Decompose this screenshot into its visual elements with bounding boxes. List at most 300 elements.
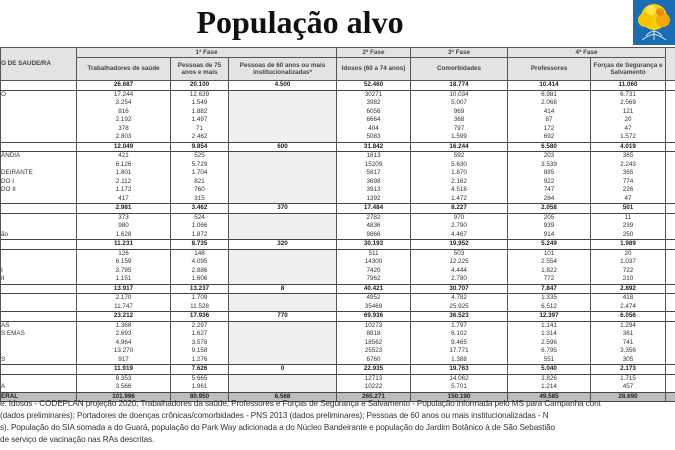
table-row: [1, 347, 675, 356]
table-row: [1, 275, 675, 284]
cell-75-plus: 13.237: [171, 284, 229, 294]
cell-60-institutionalized: [229, 161, 337, 170]
cell-teachers: 172: [508, 125, 591, 134]
cell-comorbidities: 1.388: [411, 356, 508, 365]
region-label: [1, 133, 77, 142]
cell-teachers: 5.249: [508, 240, 591, 250]
region-label: [1, 249, 77, 258]
cell-health-workers: 12.049: [77, 142, 171, 152]
cell-health-workers: 417: [77, 195, 171, 204]
table-row: [1, 330, 675, 339]
cell-60-institutionalized: [229, 125, 337, 134]
cell-teachers: 1.335: [508, 294, 591, 303]
cell-60-institutionalized: 4.500: [229, 81, 337, 91]
cell-elderly-60-74: 4952: [337, 294, 411, 303]
cell-health-workers: 101.996: [77, 392, 171, 402]
cell-60-institutionalized: [229, 99, 337, 108]
cell-teachers: 1.141: [508, 321, 591, 330]
cell-comorbidities: 5.630: [411, 161, 508, 170]
cell-security-forces: 305: [591, 356, 666, 365]
cell-security-forces: 1.037: [591, 258, 666, 267]
cell-security-forces: 2.892: [591, 284, 666, 294]
table-row: [1, 383, 675, 392]
cell-health-workers: 816: [77, 108, 171, 117]
extra-cell: [666, 258, 675, 267]
cell-75-plus: 9.158: [171, 347, 229, 356]
region-label: [1, 294, 77, 303]
cell-75-plus: 4.095: [171, 258, 229, 267]
cell-health-workers: 2.170: [77, 294, 171, 303]
cell-elderly-60-74: 6760: [337, 356, 411, 365]
cell-security-forces: 501: [591, 204, 666, 214]
extra-cell: [666, 204, 675, 214]
cell-60-institutionalized: [229, 169, 337, 178]
cell-security-forces: 6.731: [591, 90, 666, 99]
cell-teachers: 747: [508, 186, 591, 195]
cell-teachers: 87: [508, 116, 591, 125]
table-row: [1, 152, 675, 161]
cell-security-forces: 226: [591, 186, 666, 195]
extra-cell: [666, 312, 675, 322]
cell-elderly-60-74: 17.484: [337, 204, 411, 214]
extra-cell: [666, 186, 675, 195]
table-row: [1, 90, 675, 99]
cell-elderly-60-74: 18562: [337, 339, 411, 348]
cell-75-plus: 821: [171, 178, 229, 187]
cell-75-plus: 71: [171, 125, 229, 134]
cell-health-workers: 2.803: [77, 133, 171, 142]
cell-comorbidities: 368: [411, 116, 508, 125]
table-row: [1, 339, 675, 348]
cell-security-forces: 361: [591, 330, 666, 339]
extra-cell: [666, 169, 675, 178]
cell-comorbidities: 19.952: [411, 240, 508, 250]
cell-75-plus: 9.854: [171, 142, 229, 152]
cell-60-institutionalized: 6.568: [229, 392, 337, 402]
cell-comorbidities: 30.707: [411, 284, 508, 294]
cell-60-institutionalized: [229, 330, 337, 339]
extra-cell: [666, 231, 675, 240]
region-label: [1, 125, 77, 134]
table-row: [1, 294, 675, 303]
phase1-header: 1ª Fase: [77, 48, 337, 58]
cell-elderly-60-74: 15209: [337, 161, 411, 170]
table-row: [1, 303, 675, 312]
region-label: [1, 284, 77, 294]
cell-elderly-60-74: 3913: [337, 186, 411, 195]
region-label: [1, 213, 77, 222]
cell-health-workers: 6.159: [77, 258, 171, 267]
cell-comorbidities: 503: [411, 249, 508, 258]
cell-comorbidities: 1.472: [411, 195, 508, 204]
region-label: [1, 374, 77, 383]
cell-60-institutionalized: [229, 116, 337, 125]
cell-teachers: 885: [508, 169, 591, 178]
extra-cell: [666, 195, 675, 204]
cell-teachers: 10.414: [508, 81, 591, 91]
cell-comorbidities: 2.162: [411, 178, 508, 187]
region-label: [1, 258, 77, 267]
cell-60-institutionalized: [229, 374, 337, 383]
region-label: [1, 240, 77, 250]
cell-60-institutionalized: [229, 231, 337, 240]
table-row: [1, 116, 675, 125]
col-60-institutionalized: Pessoas de 60 anos ou mais institucionalizadas*: [229, 58, 337, 81]
cell-comorbidities: 19.763: [411, 365, 508, 375]
table-row: [1, 231, 675, 240]
extra-cell: [666, 125, 675, 134]
cell-security-forces: 3.356: [591, 347, 666, 356]
cell-teachers: 284: [508, 195, 591, 204]
extra-cell: [666, 356, 675, 365]
cell-security-forces: 6.056: [591, 312, 666, 322]
cell-health-workers: 4.964: [77, 339, 171, 348]
cell-comorbidities: 970: [411, 213, 508, 222]
cell-comorbidities: 9.465: [411, 339, 508, 348]
cell-60-institutionalized: [229, 222, 337, 231]
cell-elderly-60-74: 265.271: [337, 392, 411, 402]
cell-teachers: 922: [508, 178, 591, 187]
extra-cell: [666, 365, 675, 375]
cell-teachers: 2.554: [508, 258, 591, 267]
cell-comorbidities: 969: [411, 108, 508, 117]
cell-health-workers: 1.172: [77, 186, 171, 195]
cell-health-workers: 2.693: [77, 330, 171, 339]
cell-75-plus: 3.578: [171, 339, 229, 348]
cell-elderly-60-74: 25523: [337, 347, 411, 356]
cell-75-plus: 7.626: [171, 365, 229, 375]
cell-elderly-60-74: 4836: [337, 222, 411, 231]
cell-health-workers: 3.566: [77, 383, 171, 392]
cell-security-forces: 365: [591, 169, 666, 178]
extra-cell: [666, 267, 675, 276]
extra-cell: [666, 213, 675, 222]
cell-75-plus: 8.735: [171, 240, 229, 250]
cell-security-forces: 418: [591, 294, 666, 303]
cell-health-workers: 3.254: [77, 99, 171, 108]
table-row: [1, 161, 675, 170]
cell-security-forces: 2.569: [591, 99, 666, 108]
region-label: [1, 312, 77, 322]
cell-elderly-60-74: 10273: [337, 321, 411, 330]
cell-health-workers: 1.628: [77, 231, 171, 240]
cell-health-workers: 378: [77, 125, 171, 134]
cell-security-forces: 2.173: [591, 365, 666, 375]
cell-comorbidities: 4.518: [411, 186, 508, 195]
region-label: DEIRANTE: [1, 169, 77, 178]
cell-comorbidities: 592: [411, 152, 508, 161]
phase4-header: 4ª Fase: [508, 48, 666, 58]
region-label: [1, 81, 77, 91]
table-row: [1, 186, 675, 195]
cell-health-workers: 6.126: [77, 161, 171, 170]
cell-60-institutionalized: 8: [229, 284, 337, 294]
cell-75-plus: 524: [171, 213, 229, 222]
footnote: [0, 398, 675, 446]
extra-cell: [666, 249, 675, 258]
col-health-workers: Trabalhadores de saúde: [77, 58, 171, 81]
extra-cell: [666, 374, 675, 383]
cell-60-institutionalized: 320: [229, 240, 337, 250]
extra-cell: [666, 161, 675, 170]
cell-75-plus: 1.606: [171, 275, 229, 284]
cell-comorbidities: 2.790: [411, 222, 508, 231]
cell-elderly-60-74: 40.421: [337, 284, 411, 294]
cell-health-workers: 1.801: [77, 169, 171, 178]
table-row: [1, 267, 675, 276]
extra-cell: [666, 240, 675, 250]
footnote-line: e: Idosos - CODEPLAN projeção 2020; Trabalhadores da saúde, Professores e Forças de Segurança e Salvamento - População informada pelo MS para Campanha cont: [0, 399, 601, 408]
cell-teachers: 2.596: [508, 339, 591, 348]
cell-security-forces: 210: [591, 275, 666, 284]
cell-60-institutionalized: 600: [229, 142, 337, 152]
cell-health-workers: 13.917: [77, 284, 171, 294]
cell-elderly-60-74: 7420: [337, 267, 411, 276]
cell-75-plus: 80.950: [171, 392, 229, 402]
extra-header: [666, 48, 675, 81]
cell-elderly-60-74: 7962: [337, 275, 411, 284]
cell-elderly-60-74: 511: [337, 249, 411, 258]
region-label: [1, 303, 77, 312]
cell-elderly-60-74: 1813: [337, 152, 411, 161]
table-row: [1, 249, 675, 258]
cell-security-forces: 365: [591, 152, 666, 161]
cell-60-institutionalized: 0: [229, 365, 337, 375]
extra-cell: [666, 99, 675, 108]
cell-60-institutionalized: [229, 275, 337, 284]
cell-75-plus: 525: [171, 152, 229, 161]
extra-cell: [666, 142, 675, 152]
table-row: [1, 178, 675, 187]
cell-comorbidities: 1.797: [411, 321, 508, 330]
cell-teachers: 1.822: [508, 267, 591, 276]
cell-75-plus: 1.276: [171, 356, 229, 365]
phase3-header: 3ª Fase: [411, 48, 508, 58]
cell-teachers: 203: [508, 152, 591, 161]
extra-cell: [666, 133, 675, 142]
cell-security-forces: 20: [591, 249, 666, 258]
cell-teachers: 12.397: [508, 312, 591, 322]
region-label: A: [1, 383, 77, 392]
table-row: [1, 222, 675, 231]
cell-75-plus: 3.462: [171, 204, 229, 214]
cell-60-institutionalized: [229, 178, 337, 187]
cell-60-institutionalized: 770: [229, 312, 337, 322]
cell-elderly-60-74: 404: [337, 125, 411, 134]
table-row: [1, 99, 675, 108]
table-row: [1, 133, 675, 142]
cell-60-institutionalized: [229, 195, 337, 204]
table-row: [1, 213, 675, 222]
cell-75-plus: 2.462: [171, 133, 229, 142]
page-title: População alvo: [196, 4, 404, 40]
cell-75-plus: 1.627: [171, 330, 229, 339]
subtotal-row: [1, 312, 675, 322]
region-label: [1, 99, 77, 108]
subtotal-row: [1, 142, 675, 152]
cell-elderly-60-74: 35469: [337, 303, 411, 312]
cell-health-workers: 2.112: [77, 178, 171, 187]
cell-comorbidities: 18.774: [411, 81, 508, 91]
cell-comorbidities: 17.771: [411, 347, 508, 356]
cell-comorbidities: 797: [411, 125, 508, 134]
table-row: [1, 356, 675, 365]
cell-75-plus: 1.882: [171, 108, 229, 117]
cell-75-plus: 1.549: [171, 99, 229, 108]
cell-comorbidities: 1.870: [411, 169, 508, 178]
cell-comorbidities: 36.523: [411, 312, 508, 322]
cell-comorbidities: 4.444: [411, 267, 508, 276]
region-label: [1, 222, 77, 231]
cell-health-workers: 373: [77, 213, 171, 222]
cell-comorbidities: 8.227: [411, 204, 508, 214]
region-label: S: [1, 356, 77, 365]
cell-security-forces: 28.690: [591, 392, 666, 402]
cell-elderly-60-74: 2782: [337, 213, 411, 222]
cell-security-forces: 11.060: [591, 81, 666, 91]
extra-cell: [666, 81, 675, 91]
region-label: [1, 339, 77, 348]
cell-75-plus: 1.497: [171, 116, 229, 125]
footnote-line: s). População do SIA somada a do Guará, população do Park Way adicionada a do Núcleo Bandeirante e população do Jardim Botânico à de São Sebastião: [0, 423, 555, 432]
table-row: [1, 195, 675, 204]
cell-teachers: 101: [508, 249, 591, 258]
cell-elderly-60-74: 22.935: [337, 365, 411, 375]
cell-teachers: 6.981: [508, 90, 591, 99]
extra-cell: [666, 284, 675, 294]
extra-cell: [666, 339, 675, 348]
cell-security-forces: 1.715: [591, 374, 666, 383]
target-population-table: [0, 47, 675, 402]
region-label: ÂNDIA: [1, 152, 77, 161]
cell-elderly-60-74: 5083: [337, 133, 411, 142]
table-row: [1, 258, 675, 267]
region-label: [1, 142, 77, 152]
cell-teachers: 6.512: [508, 303, 591, 312]
cell-teachers: 3.826: [508, 374, 591, 383]
region-label: [1, 204, 77, 214]
cell-health-workers: 917: [77, 356, 171, 365]
cell-security-forces: 4.019: [591, 142, 666, 152]
extra-cell: [666, 90, 675, 99]
region-label: [1, 108, 77, 117]
cell-comorbidities: 6.102: [411, 330, 508, 339]
cell-health-workers: 26.687: [77, 81, 171, 91]
cell-health-workers: 3.795: [77, 267, 171, 276]
cell-teachers: 3.539: [508, 161, 591, 170]
cell-comorbidities: 4.782: [411, 294, 508, 303]
cell-security-forces: 11: [591, 213, 666, 222]
cell-elderly-60-74: 52.460: [337, 81, 411, 91]
cell-comorbidities: 5.701: [411, 383, 508, 392]
cell-health-workers: 2.981: [77, 204, 171, 214]
cell-comorbidities: 5.007: [411, 99, 508, 108]
cell-security-forces: 2.243: [591, 161, 666, 170]
cell-security-forces: 741: [591, 339, 666, 348]
cell-60-institutionalized: [229, 133, 337, 142]
region-label: [1, 161, 77, 170]
cell-security-forces: 722: [591, 267, 666, 276]
cell-comorbidities: 25.925: [411, 303, 508, 312]
cell-comorbidities: 10.034: [411, 90, 508, 99]
cell-elderly-60-74: 69.936: [337, 312, 411, 322]
region-label: S EMAS: [1, 330, 77, 339]
cell-60-institutionalized: [229, 186, 337, 195]
cell-health-workers: 13.270: [77, 347, 171, 356]
cell-health-workers: 11.231: [77, 240, 171, 250]
cell-teachers: 939: [508, 222, 591, 231]
cell-60-institutionalized: [229, 339, 337, 348]
cell-60-institutionalized: [229, 347, 337, 356]
cell-elderly-60-74: 12713: [337, 374, 411, 383]
cell-teachers: 551: [508, 356, 591, 365]
subtotal-row: [1, 284, 675, 294]
col-comorbidities: Comorbidades: [411, 58, 508, 81]
cell-teachers: 692: [508, 133, 591, 142]
extra-cell: [666, 152, 675, 161]
cell-health-workers: 11.747: [77, 303, 171, 312]
cell-health-workers: 126: [77, 249, 171, 258]
col-security-forces: Forças de Segurança e Salvamento: [591, 58, 666, 81]
cell-75-plus: 12.639: [171, 90, 229, 99]
region-label: [1, 365, 77, 375]
cell-comorbidities: 4.467: [411, 231, 508, 240]
cell-60-institutionalized: [229, 213, 337, 222]
table-row: [1, 169, 675, 178]
cell-60-institutionalized: [229, 321, 337, 330]
cell-60-institutionalized: [229, 303, 337, 312]
cell-teachers: 1.214: [508, 383, 591, 392]
cell-health-workers: 1.151: [77, 275, 171, 284]
tree-logo-icon: [633, 0, 675, 45]
subtotal-row: [1, 365, 675, 375]
cell-health-workers: 11.919: [77, 365, 171, 375]
cell-75-plus: 11.528: [171, 303, 229, 312]
cell-comorbidities: 12.225: [411, 258, 508, 267]
cell-comorbidities: 14.062: [411, 374, 508, 383]
cell-elderly-60-74: 30.193: [337, 240, 411, 250]
cell-elderly-60-74: 8818: [337, 330, 411, 339]
cell-75-plus: 20.100: [171, 81, 229, 91]
cell-75-plus: 5.665: [171, 374, 229, 383]
region-label: II: [1, 275, 77, 284]
cell-security-forces: 1.572: [591, 133, 666, 142]
cell-comorbidities: 2.780: [411, 275, 508, 284]
cell-comorbidities: 1.599: [411, 133, 508, 142]
cell-teachers: 6.795: [508, 347, 591, 356]
cell-75-plus: 1.704: [171, 169, 229, 178]
region-label: ão: [1, 231, 77, 240]
region-label: [1, 347, 77, 356]
col-teachers: Professores: [508, 58, 591, 81]
region-header: O DE SAUDE/RA: [1, 48, 77, 81]
cell-75-plus: 5.729: [171, 161, 229, 170]
cell-elderly-60-74: 9866: [337, 231, 411, 240]
cell-security-forces: 239: [591, 222, 666, 231]
cell-75-plus: 760: [171, 186, 229, 195]
cell-60-institutionalized: [229, 383, 337, 392]
cell-60-institutionalized: [229, 267, 337, 276]
extra-cell: [666, 383, 675, 392]
cell-teachers: 205: [508, 213, 591, 222]
cell-teachers: 772: [508, 275, 591, 284]
cell-75-plus: 2.297: [171, 321, 229, 330]
cell-75-plus: 1.709: [171, 294, 229, 303]
extra-cell: [666, 321, 675, 330]
cell-60-institutionalized: [229, 152, 337, 161]
cell-60-institutionalized: [229, 90, 337, 99]
cell-60-institutionalized: [229, 356, 337, 365]
